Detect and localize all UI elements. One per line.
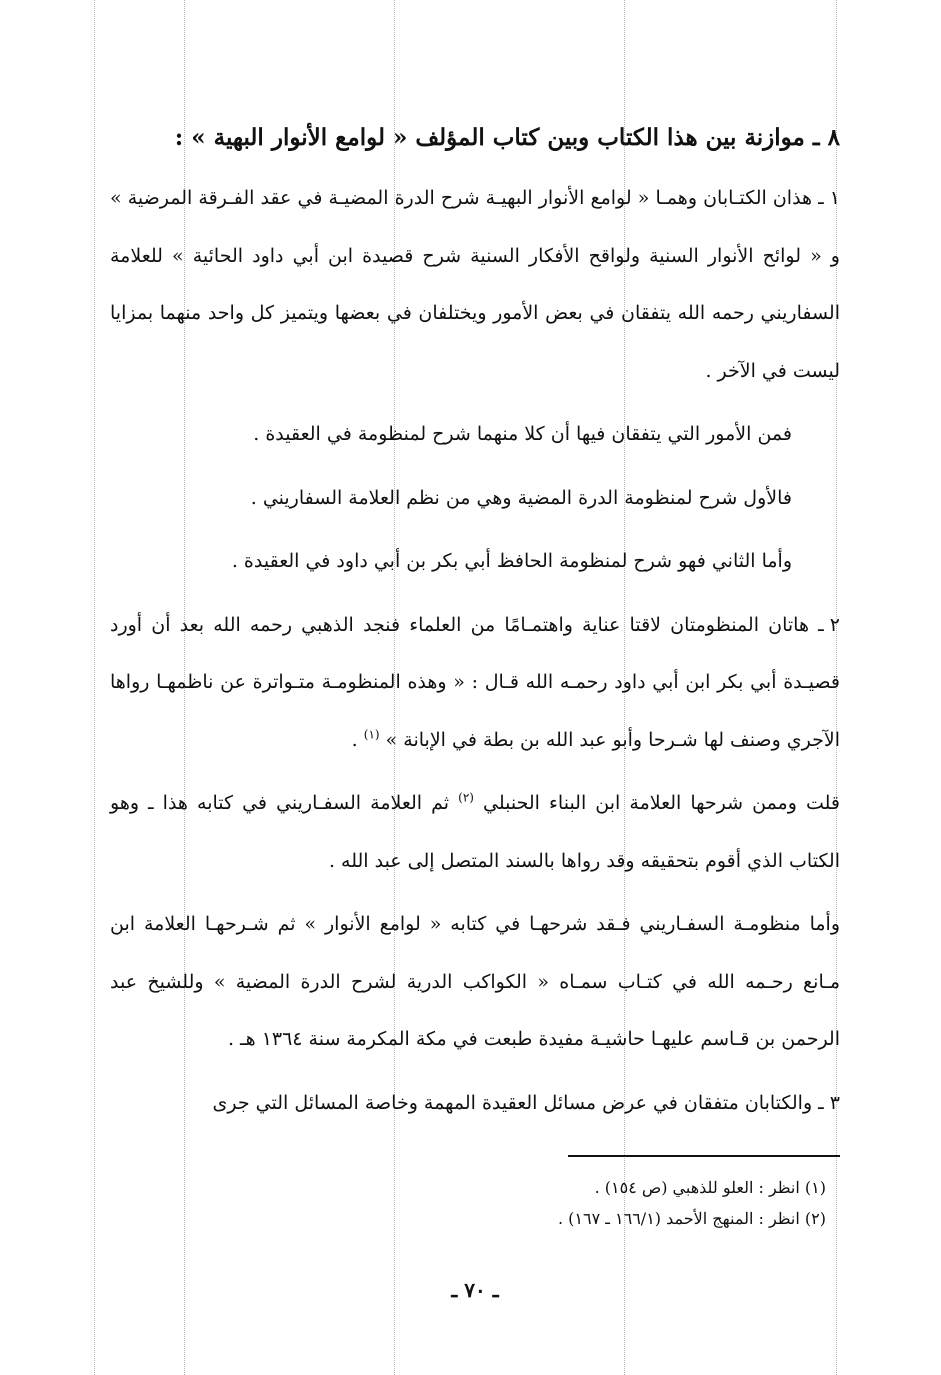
paragraph-tail: ثم العلامة السفـاريني في كتابه هذا ـ وهو الكتاب الذي أقوم بتحقيقه وقد رواها بالسند المتصل إلى عبد الله . xyxy=(110,792,840,872)
footnote-2: (٢) انظر : المنهج الأحمد (١٦٦/١ ـ ١٦٧) . xyxy=(557,1209,826,1228)
paragraph-text: هاتان المنظومتان لاقتا عناية واهتمـامًا من العلماء فنجد الذهبي رحمه الله بعد أن أورد قصيـدة أبي بكر ابن أبي داود رحمـه الله قـال : « وهذه المنظومـة متـواترة عن ناظمهـا رواها الآجري وصنف لها شـرحا وأبو عبد الله بن بطة في الإبانة » xyxy=(110,613,840,751)
paragraph-8 xyxy=(110,1075,840,1133)
footnote-1: (١) انظر : العلو للذهبي (ص ١٥٤) . xyxy=(594,1178,826,1197)
paragraph-text: هذان الكتـابان وهمـا « لوامع الأنوار البهيـة شرح الدرة المضيـة في عقد الفـرقة المرضية » و « لوائح الأنوار السنية ولواقح الأفكار السنية شرح قصيدة ابن أبي داود الحائية » للعلامة السفاريني رحمه الله يتفقان في بعض الأمور ويختلفان في بعضها ويتميز كل واحد منهما بمزايا ليست في الآخر . xyxy=(110,187,840,382)
item-number: ١ ـ xyxy=(818,187,840,209)
footnote-reference[interactable]: (١) xyxy=(363,727,380,742)
item-number: ٢ ـ xyxy=(818,613,840,636)
paragraph-3 xyxy=(110,470,840,528)
footnote-separator xyxy=(568,1155,840,1157)
paragraph-text: فمن الأمور التي يتفقان فيها أن كلا منهما شرح لمنظومة في العقيدة . xyxy=(253,423,792,445)
paragraph-text: وأما منظومـة السفـاريني فـقد شرحهـا في كتابه « لوامع الأنوار » ثم شـرحهـا العلامة ابن مـانع رحـمه الله في كتـاب سمـاه « الكواكب الدرية لشرح الدرة المضية » وللشيخ عبد الرحمن بن قـاسم عليهـا حاشيـة مفيدة طبعت في مكة المكرمة سنة ١٣٦٤ هـ . xyxy=(110,913,840,1050)
item-number: ٣ ـ xyxy=(818,1091,840,1114)
paragraph-text: قلت وممن شرحها العلامة ابن البناء الحنبلي xyxy=(483,792,840,814)
footnotes xyxy=(300,1172,826,1234)
paragraph-4 xyxy=(110,533,840,591)
paragraph-1 xyxy=(110,170,840,400)
paragraph-6 xyxy=(110,775,840,890)
paragraph-5 xyxy=(110,597,840,770)
footnote-reference[interactable]: (٢) xyxy=(458,790,474,805)
paragraph-text: والكتابان متفقان في عرض مسائل العقيدة المهمة وخاصة المسائل التي جرى xyxy=(212,1091,813,1114)
paragraph-tail: . xyxy=(351,728,358,751)
page-number: ـ ٧٠ ـ xyxy=(451,1278,499,1302)
column-guide-line xyxy=(94,0,95,1375)
paragraph-2 xyxy=(110,406,840,464)
paragraph-text: فالأول شرح لمنظومة الدرة المضية وهي من نظم العلامة السفاريني . xyxy=(250,486,792,509)
page-body xyxy=(110,118,840,1132)
paragraph-text: وأما الثاني فهو شرح لمنظومة الحافظ أبي بكر بن أبي داود في العقيدة . xyxy=(231,550,792,572)
section-heading: ٨ ـ موازنة بين هذا الكتاب وبين كتاب المؤلف « لوامع الأنوار البهية » : xyxy=(174,124,840,151)
paragraph-7 xyxy=(110,896,840,1069)
